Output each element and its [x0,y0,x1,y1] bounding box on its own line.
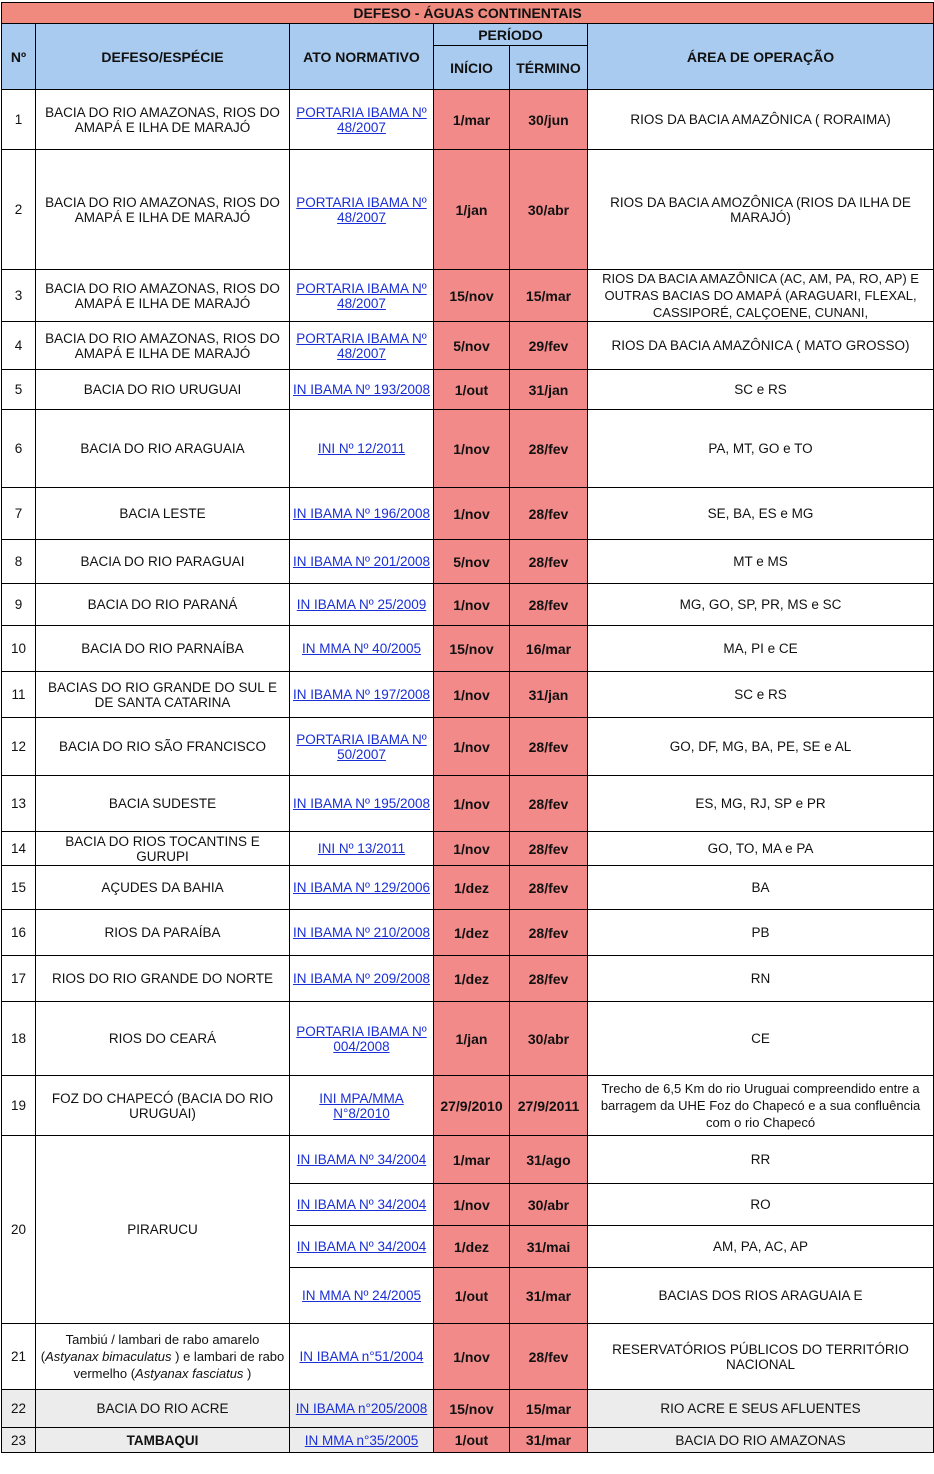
row-start: 1/nov [434,488,510,540]
row-area: PA, MT, GO e TO [588,410,934,488]
row-start: 1/out [434,1428,510,1453]
row-end: 16/mar [510,626,588,672]
act-link[interactable]: IN MMA Nº 40/2005 [302,641,421,656]
species-scientific-name: Astyanax bimaculatus [45,1349,172,1364]
row-area: MG, GO, SP, PR, MS e SC [588,584,934,626]
row-species: BACIA DO RIO SÃO FRANCISCO [36,718,290,776]
row-act[interactable] [290,672,434,718]
header-area: ÁREA DE OPERAÇÃO [588,24,934,90]
table-row [2,866,934,910]
row-species: BACIA LESTE [36,488,290,540]
row-area: MT e MS [588,540,934,584]
row-species: AÇUDES DA BAHIA [36,866,290,910]
row-end: 28/fev [510,910,588,956]
row-end: 28/fev [510,1324,588,1390]
row-end: 28/fev [510,584,588,626]
act-link[interactable]: IN IBAMA Nº 129/2006 [292,880,430,895]
row-end: 15/mar [510,1390,588,1428]
row-act[interactable] [290,270,434,322]
row-species: BACIA DO RIO AMAZONAS, RIOS DO AMAPÁ E ILHA DE MARAJÓ [36,270,290,322]
row-area: BA [588,866,934,910]
row-act[interactable] [290,322,434,370]
row-species: TAMBAQUI [36,1428,290,1453]
row-act[interactable] [290,626,434,672]
act-link[interactable]: IN IBAMA Nº 197/2008 [292,687,430,702]
row-species: FOZ DO CHAPECÓ (BACIA DO RIO URUGUAI) [36,1076,290,1136]
row-start: 1/mar [434,1136,510,1184]
row-number: 20 [2,1136,36,1324]
row-start: 1/nov [434,410,510,488]
row-act[interactable] [290,90,434,150]
row-start: 1/out [434,1268,510,1324]
table-row [2,90,934,150]
row-number: 13 [2,776,36,832]
row-species: BACIA SUDESTE [36,776,290,832]
row-area: RIO ACRE E SEUS AFLUENTES [588,1390,934,1428]
row-start: 1/jan [434,1002,510,1076]
row-act[interactable] [290,910,434,956]
table-row [2,488,934,540]
row-end: 30/jun [510,90,588,150]
row-end: 28/fev [510,410,588,488]
row-end: 31/jan [510,370,588,410]
act-link[interactable]: IN IBAMA n°51/2004 [299,1349,424,1364]
row-area: RR [588,1136,934,1184]
row-end: 29/fev [510,322,588,370]
row-end: 28/fev [510,540,588,584]
table-row [2,370,934,410]
act-link[interactable]: INI MPA/MMA N°8/2010 [319,1090,404,1121]
row-number: 2 [2,150,36,270]
row-number: 21 [2,1324,36,1390]
species-scientific-name: Astyanax fasciatus [135,1366,244,1381]
row-species: RIOS DO RIO GRANDE DO NORTE [36,956,290,1002]
row-act[interactable] [290,584,434,626]
row-number: 12 [2,718,36,776]
row-species: BACIA DO RIO ARAGUAIA [36,410,290,488]
row-area: RIOS DA BACIA AMOZÔNICA (RIOS DA ILHA DE MARAJÓ) [588,150,934,270]
table-row [2,776,934,832]
row-end: 31/mar [510,1428,588,1453]
row-end: 27/9/2011 [510,1076,588,1136]
row-area: RIOS DA BACIA AMAZÔNICA (AC, AM, PA, RO, AP) E OUTRAS BACIAS DO AMAPÁ (ARAGUARI, FLEXAL, CASSIPORÉ, CALÇOENE, CUNANI, [588,270,934,322]
row-number: 19 [2,1076,36,1136]
row-species: BACIA DO RIO AMAZONAS, RIOS DO AMAPÁ E ILHA DE MARAJÓ [36,150,290,270]
row-start: 1/dez [434,866,510,910]
row-species: RIOS DO CEARÁ [36,1002,290,1076]
act-link[interactable]: IN IBAMA Nº 201/2008 [292,554,430,569]
row-area: CE [588,1002,934,1076]
row-end: 31/jan [510,672,588,718]
row-number: 14 [2,832,36,866]
act-link[interactable]: IN IBAMA Nº 34/2004 [296,1197,427,1212]
act-link[interactable]: PORTARIA IBAMA Nº 48/2007 [296,330,427,361]
row-species: BACIA DO RIO PARAGUAI [36,540,290,584]
row-species: BACIA DO RIOS TOCANTINS E GURUPI [36,832,290,866]
row-area: MA, PI e CE [588,626,934,672]
act-link[interactable]: IN IBAMA Nº 193/2008 [292,382,430,397]
row-end: 28/fev [510,776,588,832]
row-act[interactable] [290,1076,434,1136]
row-act[interactable] [290,1226,434,1268]
row-start: 5/nov [434,540,510,584]
row-act[interactable] [290,410,434,488]
row-start: 5/nov [434,322,510,370]
row-area: BACIAS DOS RIOS ARAGUAIA E [588,1268,934,1324]
row-act[interactable] [290,1428,434,1453]
act-link[interactable]: IN IBAMA Nº 210/2008 [292,925,430,940]
row-start: 1/nov [434,718,510,776]
row-act[interactable] [290,370,434,410]
row-number: 18 [2,1002,36,1076]
row-act[interactable] [290,150,434,270]
header-start: INÍCIO [434,46,510,90]
act-link[interactable]: IN MMA n°35/2005 [304,1432,419,1448]
row-act[interactable] [290,1184,434,1226]
table-row [2,672,934,718]
table-row [2,1002,934,1076]
row-species: BACIA DO RIO AMAZONAS, RIOS DO AMAPÁ E ILHA DE MARAJÓ [36,322,290,370]
act-link[interactable]: IN IBAMA Nº 196/2008 [292,506,430,521]
act-link[interactable]: IN MMA Nº 24/2005 [302,1288,421,1303]
row-number: 23 [2,1428,36,1453]
row-start: 1/nov [434,776,510,832]
row-start: 1/nov [434,1324,510,1390]
row-number: 11 [2,672,36,718]
row-area: AM, PA, AC, AP [588,1226,934,1268]
table-row [2,718,934,776]
act-link[interactable]: IN IBAMA Nº 209/2008 [292,971,430,986]
table-row [2,910,934,956]
table-title: DEFESO - ÁGUAS CONTINENTAIS [2,3,934,24]
defeso-table [1,2,934,1453]
row-start: 1/dez [434,910,510,956]
act-link[interactable]: IN IBAMA Nº 195/2008 [292,796,430,811]
table-row [2,150,934,270]
table-row [2,270,934,322]
row-start: 27/9/2010 [434,1076,510,1136]
row-act[interactable] [290,1268,434,1324]
row-species: BACIA DO RIO PARANÁ [36,584,290,626]
row-area: RESERVATÓRIOS PÚBLICOS DO TERRITÓRIO NACIONAL [588,1324,934,1390]
table-row [2,1390,934,1428]
row-number: 10 [2,626,36,672]
row-end: 31/mai [510,1226,588,1268]
row-number: 4 [2,322,36,370]
header-species: DEFESO/ESPÉCIE [36,24,290,90]
row-species: BACIA DO RIO AMAZONAS, RIOS DO AMAPÁ E ILHA DE MARAJÓ [36,90,290,150]
row-end: 28/fev [510,956,588,1002]
row-number: 8 [2,540,36,584]
row-number: 17 [2,956,36,1002]
row-act[interactable] [290,488,434,540]
row-start: 15/nov [434,1390,510,1428]
row-act[interactable] [290,1390,434,1428]
row-start: 1/nov [434,584,510,626]
act-link[interactable]: PORTARIA IBAMA Nº 48/2007 [296,104,427,135]
row-end: 30/abr [510,1184,588,1226]
row-species [36,1324,290,1390]
row-area: SC e RS [588,370,934,410]
table-row [2,1076,934,1136]
act-link[interactable]: PORTARIA IBAMA Nº 48/2007 [296,194,427,225]
row-area: RIOS DA BACIA AMAZÔNICA ( RORAIMA) [588,90,934,150]
row-number: 9 [2,584,36,626]
row-end: 30/abr [510,150,588,270]
row-start: 15/nov [434,626,510,672]
table-row [2,322,934,370]
act-link[interactable]: PORTARIA IBAMA Nº 48/2007 [296,280,427,311]
table-row [2,1428,934,1453]
row-start: 1/mar [434,90,510,150]
row-act[interactable] [290,956,434,1002]
row-act[interactable] [290,866,434,910]
row-area: SC e RS [588,672,934,718]
row-start: 1/nov [434,672,510,718]
header-end: TÉRMINO [510,46,588,90]
row-act[interactable] [290,718,434,776]
row-number: 15 [2,866,36,910]
table-row [2,1136,934,1184]
act-link[interactable]: IN IBAMA n°205/2008 [295,1401,428,1416]
row-end: 28/fev [510,866,588,910]
row-end: 30/abr [510,1002,588,1076]
row-end: 15/mar [510,270,588,322]
row-area: Trecho de 6,5 Km do rio Uruguai compreendido entre a barragem da UHE Foz do Chapecó e a sua confluência com o rio Chapecó [588,1076,934,1136]
header-period: PERÍODO [434,24,588,46]
row-end: 31/mar [510,1268,588,1324]
row-start: 1/dez [434,1226,510,1268]
table-row [2,832,934,866]
row-area: SE, BA, ES e MG [588,488,934,540]
row-start: 1/nov [434,1184,510,1226]
row-area: GO, DF, MG, BA, PE, SE e AL [588,718,934,776]
table-row [2,540,934,584]
species-text: ) e lambari de rabo vermelho ( [73,1349,285,1381]
row-start: 1/jan [434,150,510,270]
table-row [2,410,934,488]
row-act[interactable] [290,1136,434,1184]
row-end: 28/fev [510,718,588,776]
row-number: 1 [2,90,36,150]
row-area: RIOS DA BACIA AMAZÔNICA ( MATO GROSSO) [588,322,934,370]
row-act[interactable] [290,540,434,584]
row-area: ES, MG, RJ, SP e PR [588,776,934,832]
row-species: PIRARUCU [36,1136,290,1324]
row-area: RO [588,1184,934,1226]
row-act[interactable] [290,776,434,832]
table-row [2,584,934,626]
row-number: 5 [2,370,36,410]
row-number: 7 [2,488,36,540]
row-species: BACIA DO RIO ACRE [36,1390,290,1428]
table-row [2,956,934,1002]
row-start: 15/nov [434,270,510,322]
act-link[interactable]: IN IBAMA Nº 25/2009 [296,597,427,612]
row-number: 22 [2,1390,36,1428]
row-number: 16 [2,910,36,956]
row-area: RN [588,956,934,1002]
row-species: BACIA DO RIO PARNAÍBA [36,626,290,672]
row-number: 6 [2,410,36,488]
row-act[interactable] [290,1002,434,1076]
act-link[interactable]: INI Nº 13/2011 [317,841,406,856]
row-end: 28/fev [510,832,588,866]
header-act: ATO NORMATIVO [290,24,434,90]
row-area: BACIA DO RIO AMAZONAS [588,1428,934,1453]
species-text: ) [243,1366,252,1381]
species-text: Tambiú / lambari de rabo amarelo ( [40,1332,260,1364]
row-start: 1/nov [434,832,510,866]
row-species: BACIAS DO RIO GRANDE DO SUL E DE SANTA CATARINA [36,672,290,718]
act-link[interactable]: IN IBAMA Nº 34/2004 [296,1239,427,1254]
row-number: 3 [2,270,36,322]
header-num: Nº [2,24,36,90]
row-start: 1/out [434,370,510,410]
act-link[interactable]: INI Nº 12/2011 [317,441,406,456]
row-species: BACIA DO RIO URUGUAI [36,370,290,410]
act-link[interactable]: IN IBAMA Nº 34/2004 [296,1152,427,1167]
table-row [2,1324,934,1390]
row-species: RIOS DA PARAÍBA [36,910,290,956]
row-area: GO, TO, MA e PA [588,832,934,866]
row-act[interactable] [290,1324,434,1390]
row-end: 28/fev [510,488,588,540]
row-start: 1/dez [434,956,510,1002]
row-end: 31/ago [510,1136,588,1184]
table-row [2,626,934,672]
act-link[interactable]: PORTARIA IBAMA Nº 50/2007 [296,731,427,762]
row-act[interactable] [290,832,434,866]
act-link[interactable]: PORTARIA IBAMA Nº 004/2008 [296,1023,427,1054]
row-area: PB [588,910,934,956]
